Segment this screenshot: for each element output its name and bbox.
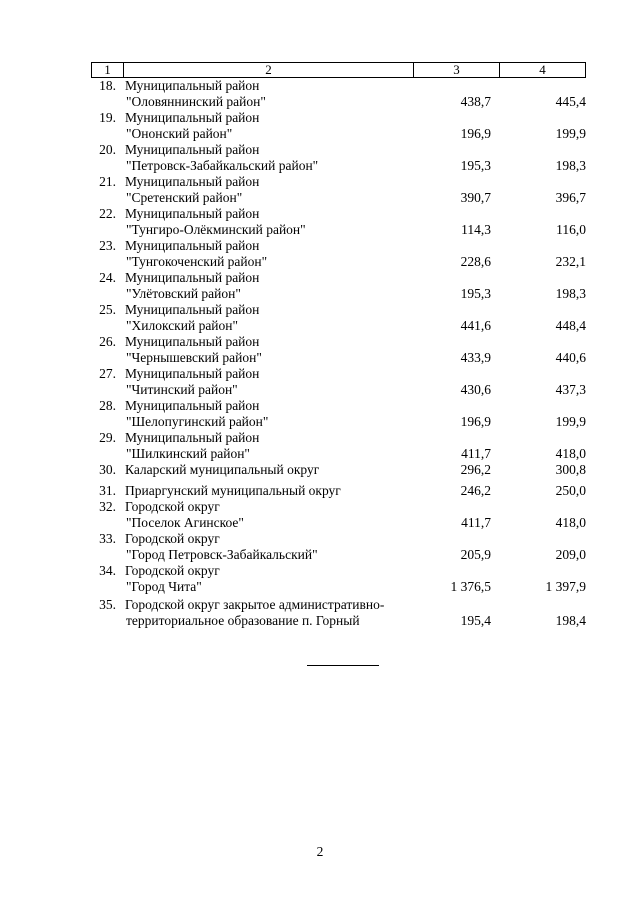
row-name (125, 270, 425, 302)
value-col-3: 433,9 (460, 350, 491, 365)
value-col-3: 390,7 (460, 190, 491, 205)
value-col-4: 300,8 (555, 462, 586, 477)
value-col-4: 448,4 (555, 318, 586, 333)
row-name (125, 398, 425, 430)
value-col-3: 205,9 (460, 547, 491, 562)
row-name-line: Муниципальный район (125, 270, 260, 285)
table-row (91, 110, 586, 142)
header-col-1: 1 (92, 63, 124, 77)
row-name-line: Приаргунский муниципальный округ (125, 483, 341, 498)
row-number: 18. (99, 78, 116, 93)
row-name-line: Каларский муниципальный округ (125, 462, 320, 477)
value-col-4: 396,7 (555, 190, 586, 205)
row-name-line: Муниципальный район (125, 78, 260, 93)
header-col-2: 2 (124, 63, 414, 77)
table-row (91, 142, 586, 174)
row-number: 31. (99, 483, 116, 498)
row-name-line: "Сретенский район" (126, 190, 243, 205)
end-rule (307, 665, 379, 666)
row-name (125, 462, 425, 478)
row-name-line: Муниципальный район (125, 302, 260, 317)
row-name (125, 483, 425, 499)
value-col-3: 195,4 (460, 613, 491, 628)
row-name (125, 110, 425, 142)
value-col-4: 198,3 (555, 158, 586, 173)
row-name (125, 238, 425, 270)
header-col-3: 3 (414, 63, 500, 77)
row-number: 34. (99, 563, 116, 578)
row-name-line: "Оловяннинский район" (126, 94, 266, 109)
table-row (91, 483, 586, 499)
row-name-line: "Петровск-Забайкальский район" (126, 158, 319, 173)
value-col-3: 441,6 (460, 318, 491, 333)
row-number: 30. (99, 462, 116, 477)
value-col-4: 116,0 (556, 222, 586, 237)
row-name (125, 366, 425, 398)
value-col-4: 250,0 (555, 483, 586, 498)
value-col-4: 232,1 (555, 254, 586, 269)
row-name-line: "Ононский район" (126, 126, 233, 141)
row-name-line: "Чернышевский район" (126, 350, 262, 365)
row-name-line: Муниципальный район (125, 110, 260, 125)
row-name (125, 174, 425, 206)
row-name-line: территориальное образование п. Горный (126, 613, 360, 628)
row-number: 19. (99, 110, 116, 125)
row-name-line: "Поселок Агинское" (126, 515, 244, 530)
table-row (91, 206, 586, 238)
table-row (91, 563, 586, 595)
value-col-4: 418,0 (555, 446, 586, 461)
row-name-line: "Город Чита" (126, 579, 202, 594)
row-number: 22. (99, 206, 116, 221)
row-name-line: "Тунгокоченский район" (126, 254, 268, 269)
row-number: 25. (99, 302, 116, 317)
table-row (91, 499, 586, 531)
row-number: 24. (99, 270, 116, 285)
value-col-3: 411,7 (461, 446, 491, 461)
row-number: 29. (99, 430, 116, 445)
value-col-4: 1 397,9 (545, 579, 586, 594)
row-name-line: Городской округ закрытое административно- (125, 597, 385, 612)
value-col-4: 209,0 (555, 547, 586, 562)
table-row (91, 597, 586, 629)
row-name-line: Муниципальный район (125, 174, 260, 189)
table-row (91, 174, 586, 206)
value-col-3: 228,6 (460, 254, 491, 269)
row-name (125, 531, 425, 563)
value-col-3: 114,3 (461, 222, 491, 237)
table-row (91, 366, 586, 398)
row-name-line: "Тунгиро-Олёкминский район" (126, 222, 306, 237)
row-name-line: Городской округ (125, 563, 220, 578)
value-col-4: 418,0 (555, 515, 586, 530)
row-name-line: Муниципальный район (125, 366, 260, 381)
row-number: 21. (99, 174, 116, 189)
row-number: 26. (99, 334, 116, 349)
header-col-4: 4 (539, 62, 546, 77)
value-col-4: 199,9 (555, 414, 586, 429)
value-col-4: 199,9 (555, 126, 586, 141)
value-col-3: 296,2 (460, 462, 491, 477)
table-row (91, 270, 586, 302)
table-row (91, 302, 586, 334)
table-row (91, 78, 586, 110)
row-number: 32. (99, 499, 116, 514)
row-name-line: "Шелопугинский район" (126, 414, 269, 429)
value-col-3: 246,2 (460, 483, 491, 498)
row-name (125, 142, 425, 174)
row-name (125, 334, 425, 366)
row-name-line: Городской округ (125, 531, 220, 546)
row-name-line: "Город Петровск-Забайкальский" (126, 547, 318, 562)
table-row (91, 238, 586, 270)
page-number: 2 (316, 844, 324, 859)
value-col-3: 195,3 (460, 286, 491, 301)
row-name-line: Муниципальный район (125, 206, 260, 221)
value-col-3: 438,7 (460, 94, 491, 109)
value-col-3: 195,3 (460, 158, 491, 173)
value-col-3: 196,9 (460, 414, 491, 429)
row-name-line: Городской округ (125, 499, 220, 514)
row-name (125, 78, 425, 110)
value-col-3: 1 376,5 (450, 579, 491, 594)
row-number: 20. (99, 142, 116, 157)
row-name-line: "Хилокский район" (126, 318, 239, 333)
table-row (91, 430, 586, 462)
row-name-line: "Читинский район" (126, 382, 238, 397)
table-header (91, 62, 586, 78)
table-row (91, 462, 586, 478)
value-col-3: 411,7 (461, 515, 491, 530)
value-col-3: 430,6 (460, 382, 491, 397)
row-name (125, 430, 425, 462)
row-number: 27. (99, 366, 116, 381)
row-name (125, 563, 425, 595)
value-col-4: 198,4 (555, 613, 586, 628)
row-name-line: Муниципальный район (125, 398, 260, 413)
value-col-4: 437,3 (555, 382, 586, 397)
row-number: 33. (99, 531, 116, 546)
row-number: 35. (99, 597, 116, 612)
row-name (125, 597, 425, 629)
row-number: 23. (99, 238, 116, 253)
row-name-line: "Шилкинский район" (126, 446, 250, 461)
row-name (125, 206, 425, 238)
row-name (125, 302, 425, 334)
table-row (91, 334, 586, 366)
value-col-4: 445,4 (555, 94, 586, 109)
row-name-line: "Улётовский район" (126, 286, 241, 301)
row-name-line: Муниципальный район (125, 334, 260, 349)
row-number: 28. (99, 398, 116, 413)
row-name-line: Муниципальный район (125, 142, 260, 157)
row-name-line: Муниципальный район (125, 430, 260, 445)
value-col-4: 198,3 (555, 286, 586, 301)
value-col-3: 196,9 (460, 126, 491, 141)
table-row (91, 398, 586, 430)
row-name-line: Муниципальный район (125, 238, 260, 253)
value-col-4: 440,6 (555, 350, 586, 365)
table-row (91, 531, 586, 563)
row-name (125, 499, 425, 531)
